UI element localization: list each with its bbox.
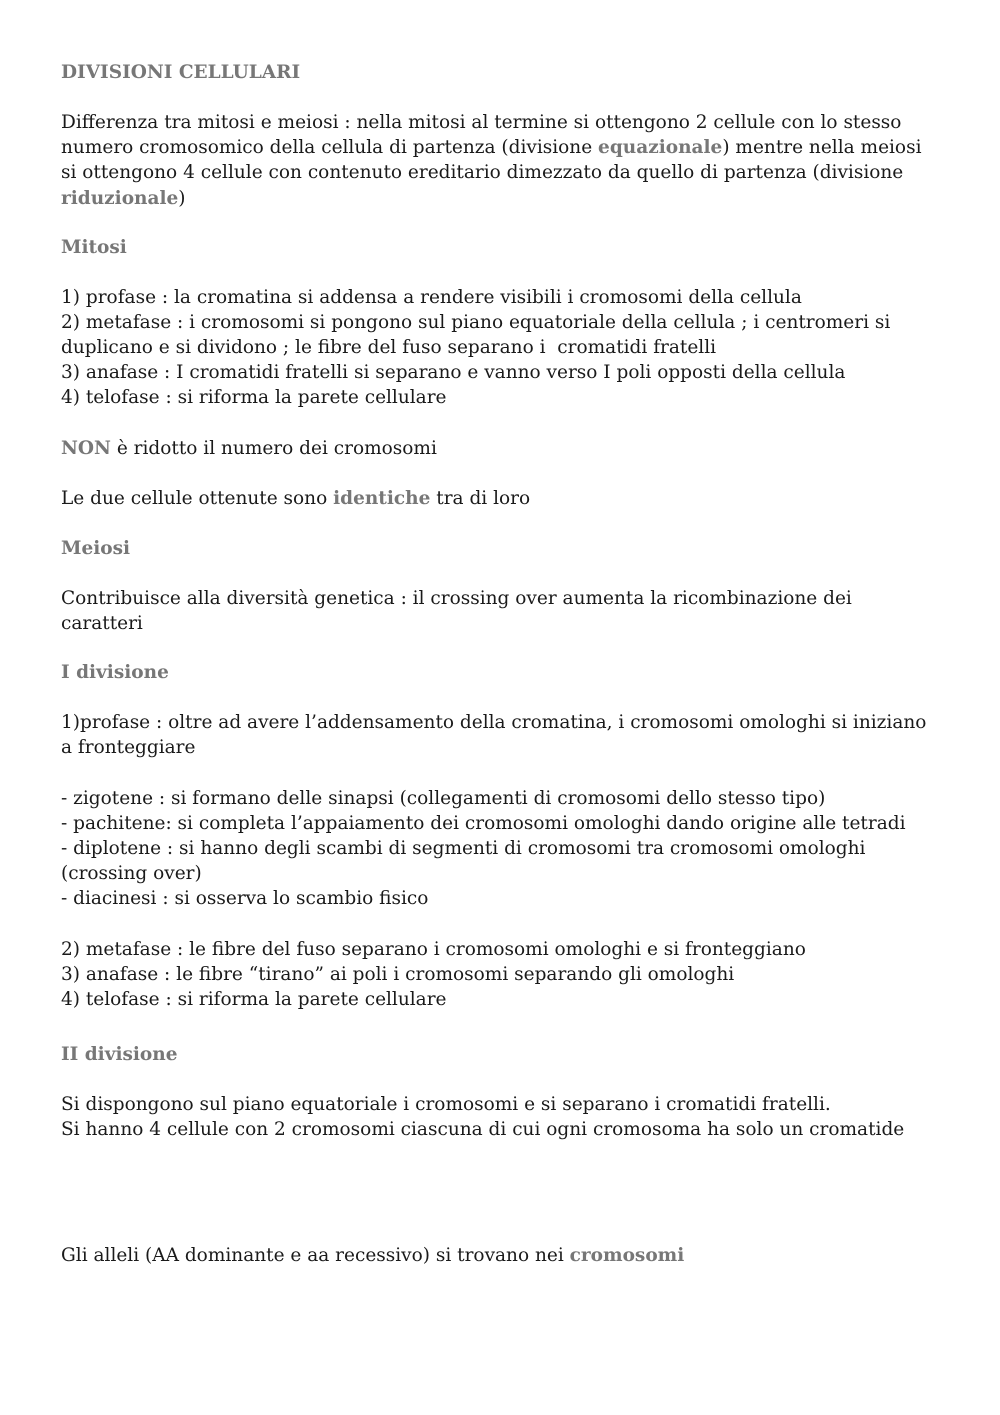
mitosi-identiche-text: Le due cellule ottenute sono (61, 488, 334, 509)
mitosi-line: 1) profase : la cromatina si addensa a rendere visibili i cromosomi della cellula (61, 287, 802, 308)
intro-line-4 (61, 186, 186, 211)
intro-line-1: Differenza tra mitosi e meiosi : nella mitosi al termine si ottengono 2 cellule con lo stesso (61, 112, 902, 133)
intro-line-3: si ottengono 4 cellule con contenuto ereditario dimezzato da quello di partenza (divisione (61, 162, 904, 183)
mitosi-identiche-line (61, 486, 530, 511)
ii-divisione-line: Si dispongono sul piano equatoriale i cromosomi e si separano i cromatidi fratelli. (61, 1094, 831, 1115)
profase-substage-line: - diplotene : si hanno degli scambi di segmenti di cromosomi tra cromosomi omologhi (61, 838, 866, 859)
intro-text: ) mentre nella meiosi (722, 137, 922, 158)
alleli-text: Gli alleli (AA dominante e aa recessivo) si trovano nei (61, 1245, 570, 1266)
profase-line: a fronteggiare (61, 737, 196, 758)
keyword-cromosomi: cromosomi (569, 1245, 685, 1266)
profase-substage-line: - zigotene : si formano delle sinapsi (collegamenti di cromosomi dello stesso tipo) (61, 788, 826, 809)
meiosi-line: caratteri (61, 613, 143, 634)
meiosi-line: Contribuisce alla diversità genetica : il crossing over aumenta la ricombinazione dei (61, 588, 852, 609)
i-divisione-phase-line: 2) metafase : le fibre del fuso separano i cromosomi omologhi e si fronteggiano (61, 939, 806, 960)
heading-ii-divisione: II divisione (61, 1044, 178, 1065)
profase-substage-line: - diacinesi : si osserva lo scambio fisico (61, 888, 429, 909)
intro-text: numero cromosomico della cellula di partenza (divisione (61, 137, 599, 158)
mitosi-line: duplicano e si dividono ; le fibre del fuso separano i cromatidi fratelli (61, 337, 717, 358)
keyword-equazionale: equazionale (598, 137, 723, 158)
intro-text: ) (178, 188, 186, 209)
profase-substage-line: (crossing over) (61, 863, 202, 884)
heading-meiosi: Meiosi (61, 538, 131, 559)
alleli-line (61, 1243, 684, 1268)
profase-substage-line: - pachitene: si completa l’appaiamento dei cromosomi omologhi dando origine alle tetradi (61, 813, 906, 834)
i-divisione-phase-line: 4) telofase : si riforma la parete cellulare (61, 989, 447, 1010)
mitosi-non-line (61, 436, 437, 461)
profase-line: 1)profase : oltre ad avere l’addensamento della cromatina, i cromosomi omologhi si iniziano (61, 712, 927, 733)
heading-i-divisione: I divisione (61, 662, 169, 683)
mitosi-identiche-text: tra di loro (430, 488, 531, 509)
intro-line-2 (61, 135, 922, 160)
keyword-riduzionale: riduzionale (61, 188, 179, 209)
i-divisione-phase-line: 3) anafase : le fibre “tirano” ai poli i cromosomi separando gli omologhi (61, 964, 735, 985)
document-title: DIVISIONI CELLULARI (61, 62, 301, 83)
keyword-identiche: identiche (333, 488, 431, 509)
ii-divisione-line: Si hanno 4 cellule con 2 cromosomi ciascuna di cui ogni cromosoma ha solo un cromatide (61, 1119, 905, 1140)
mitosi-line: 4) telofase : si riforma la parete cellulare (61, 387, 447, 408)
mitosi-line: 3) anafase : I cromatidi fratelli si separano e vanno verso I poli opposti della cellula (61, 362, 846, 383)
heading-mitosi: Mitosi (61, 237, 127, 258)
keyword-non: NON (61, 438, 111, 459)
mitosi-line: 2) metafase : i cromosomi si pongono sul piano equatoriale della cellula ; i centromeri si (61, 312, 891, 333)
mitosi-non-text: è ridotto il numero dei cromosomi (110, 438, 437, 459)
